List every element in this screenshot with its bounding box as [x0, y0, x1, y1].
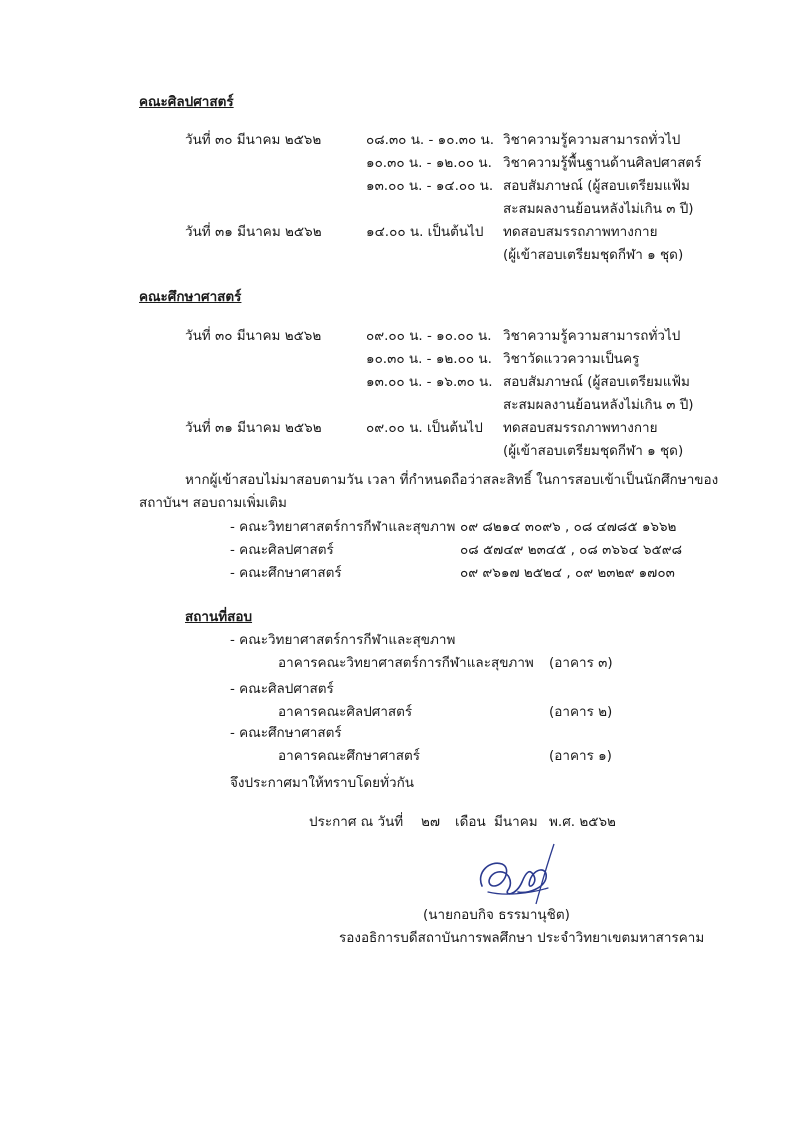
- edu-time-2: ๑๐.๓๐ น. - ๑๒.๐๐ น.: [366, 351, 492, 367]
- edu-heading: คณะศึกษาศาสตร์: [139, 289, 242, 305]
- arts-subject-2: วิชาความรู้พื้นฐานด้านศิลปศาสตร์: [503, 155, 702, 171]
- arts-day1-date: วันที่ ๓๐ มีนาคม ๒๕๖๒: [185, 132, 322, 148]
- announce-prefix: ประกาศ ณ วันที่: [309, 814, 404, 830]
- arts-day2-date: วันที่ ๓๑ มีนาคม ๒๕๖๒: [185, 224, 322, 240]
- edu-time-3: ๑๓.๐๐ น. - ๑๖.๓๐ น.: [366, 374, 493, 390]
- contact-faculty-2: - คณะศิลปศาสตร์: [230, 542, 334, 558]
- edu-time-1: ๐๙.๐๐ น. - ๑๐.๐๐ น.: [366, 328, 492, 344]
- signature: [468, 842, 578, 912]
- edu-subject-3b: สะสมผลงานย้อนหลังไม่เกิน ๓ ปี): [503, 397, 694, 413]
- announce-year: พ.ศ. ๒๕๖๒: [549, 814, 616, 830]
- venue-faculty-2: - คณะศิลปศาสตร์: [230, 681, 334, 697]
- signer-name: (นายกอบกิจ ธรรมานุชิต): [423, 907, 570, 923]
- edu-day2-subject-b: (ผู้เข้าสอบเตรียมชุดกีฬา ๑ ชุด): [503, 443, 684, 459]
- contact-phones-3: ๐๙ ๙๖๑๗ ๒๕๒๔ , ๐๙ ๒๓๒๙ ๑๗๐๓: [460, 565, 675, 581]
- edu-day2-date: วันที่ ๓๑ มีนาคม ๒๕๖๒: [185, 420, 322, 436]
- venue-faculty-3: - คณะศึกษาศาสตร์: [230, 725, 342, 741]
- venue-building-1: อาคารคณะวิทยาศาสตร์การกีฬาและสุขภาพ: [278, 655, 534, 671]
- venue-heading: สถานที่สอบ: [185, 609, 253, 625]
- edu-subject-3: สอบสัมภาษณ์ (ผู้สอบเตรียมแฟ้ม: [503, 374, 690, 390]
- edu-day2-time: ๐๙.๐๐ น. เป็นต้นไป: [366, 420, 483, 436]
- notice-line-1: หากผู้เข้าสอบไม่มาสอบตามวัน เวลา ที่กำหนดถือว่าสละสิทธิ์ ในการสอบเข้าเป็นนักศึกษาของ: [185, 472, 719, 488]
- arts-subject-3b: สะสมผลงานย้อนหลังไม่เกิน ๓ ปี): [503, 201, 694, 217]
- arts-day2-subject: ทดสอบสมรรถภาพทางกาย: [503, 224, 658, 240]
- arts-subject-3: สอบสัมภาษณ์ (ผู้สอบเตรียมแฟ้ม: [503, 178, 690, 194]
- closing-text: จึงประกาศมาให้ทราบโดยทั่วกัน: [230, 775, 414, 791]
- edu-subject-1: วิชาความรู้ความสามารถทั่วไป: [503, 328, 681, 344]
- contact-faculty-1: - คณะวิทยาศาสตร์การกีฬาและสุขภาพ: [230, 519, 456, 535]
- edu-day1-date: วันที่ ๓๐ มีนาคม ๒๕๖๒: [185, 328, 322, 344]
- edu-day2-subject: ทดสอบสมรรถภาพทางกาย: [503, 420, 658, 436]
- announce-day: ๒๗: [421, 814, 441, 830]
- arts-subject-1: วิชาความรู้ความสามารถทั่วไป: [503, 132, 681, 148]
- venue-building-2: อาคารคณะศิลปศาสตร์: [278, 704, 413, 720]
- arts-day2-subject-b: (ผู้เข้าสอบเตรียมชุดกีฬา ๑ ชุด): [503, 247, 684, 263]
- contact-phones-2: ๐๘ ๕๗๔๙ ๒๓๔๕ , ๐๘ ๓๖๖๔ ๖๕๙๘: [460, 542, 683, 558]
- contact-phones-1: ๐๙ ๘๒๑๔ ๓๐๙๖ , ๐๘ ๔๗๘๕ ๑๖๖๒: [460, 519, 677, 535]
- announce-month: มีนาคม: [494, 814, 538, 830]
- arts-time-3: ๑๓.๐๐ น. - ๑๔.๐๐ น.: [366, 178, 494, 194]
- contact-faculty-3: - คณะศึกษาศาสตร์: [230, 565, 342, 581]
- signer-title: รองอธิการบดีสถาบันการพลศึกษา ประจำวิทยาเขตมหาสารคาม: [339, 930, 705, 946]
- arts-time-2: ๑๐.๓๐ น. - ๑๒.๐๐ น.: [366, 155, 492, 171]
- arts-day2-time: ๑๔.๐๐ น. เป็นต้นไป: [366, 224, 484, 240]
- notice-line-2: สถาบันฯ สอบถามเพิ่มเติม: [139, 495, 287, 511]
- announce-month-label: เดือน: [455, 814, 486, 830]
- arts-heading: คณะศิลปศาสตร์: [139, 94, 234, 110]
- venue-number-1: (อาคาร ๓): [549, 655, 613, 671]
- venue-faculty-1: - คณะวิทยาศาสตร์การกีฬาและสุขภาพ: [230, 632, 456, 648]
- venue-number-2: (อาคาร ๒): [549, 704, 613, 720]
- venue-number-3: (อาคาร ๑): [549, 748, 612, 764]
- venue-building-3: อาคารคณะศึกษาศาสตร์: [278, 748, 420, 764]
- edu-subject-2: วิชาวัดแววความเป็นครู: [503, 351, 640, 367]
- arts-time-1: ๐๘.๓๐ น. - ๑๐.๓๐ น.: [366, 132, 495, 148]
